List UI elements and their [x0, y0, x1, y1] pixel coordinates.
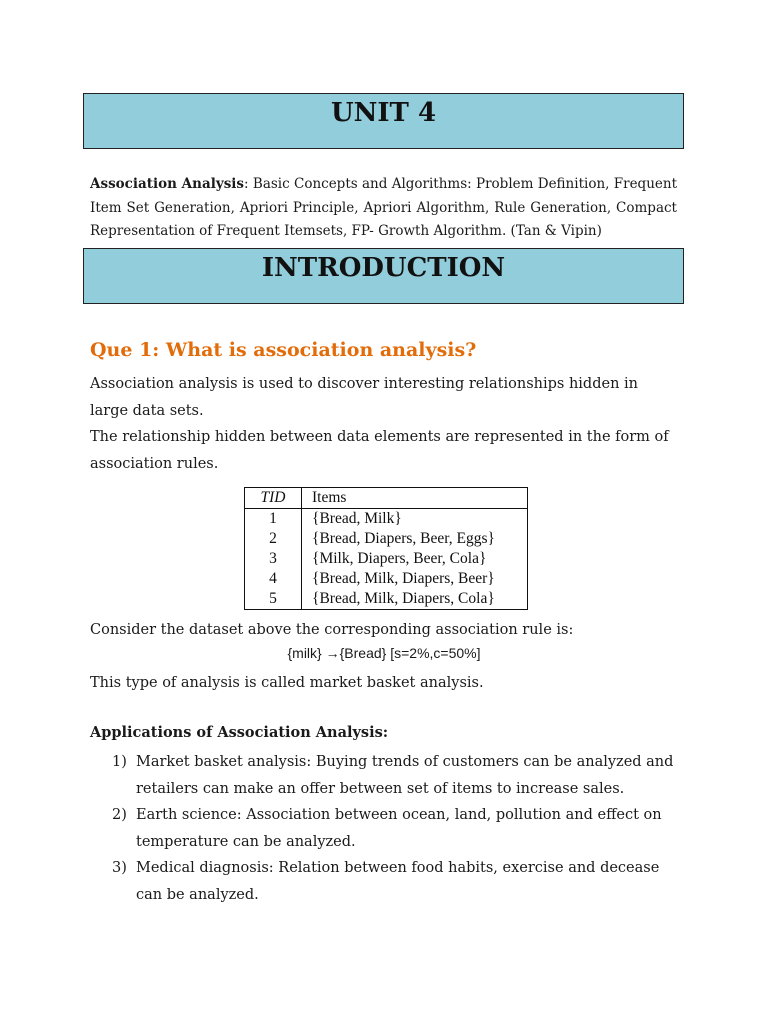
table-cell-tid: 2: [245, 529, 302, 549]
unit-title: UNIT 4: [330, 98, 437, 128]
applications-list: [112, 749, 682, 908]
list-item-number: 2): [112, 807, 127, 823]
list-item-text: Medical diagnosis: Relation between food habits, exercise and decease can be analyzed.: [136, 860, 660, 903]
arrow-right-icon: →: [325, 645, 340, 661]
table-cell-tid: 3: [245, 549, 302, 569]
table-cell-items: {Bread, Milk, Diapers, Cola}: [312, 590, 495, 607]
transaction-table: [244, 487, 528, 610]
table-cell-items: {Bread, Diapers, Beer, Eggs}: [312, 530, 495, 547]
table-cell-items: {Bread, Milk, Diapers, Beer}: [312, 570, 495, 587]
applications-heading: Applications of Association Analysis:: [90, 724, 389, 741]
list-item-text: Earth science: Association between ocean, land, pollution and effect on temperature can be analyzed.: [136, 807, 662, 850]
paragraph-definition: Association analysis is used to discover interesting relationships hidden in large data sets.: [90, 376, 638, 419]
introduction-banner: [83, 248, 684, 304]
question-heading: Que 1: What is association analysis?: [90, 339, 477, 361]
introduction-title: INTRODUCTION: [261, 253, 506, 283]
table-cell-items: {Bread, Milk}: [312, 510, 402, 527]
association-rule: [0, 645, 768, 661]
table-row: [245, 549, 528, 569]
table-row: [245, 589, 528, 610]
table-cell-tid: 1: [245, 509, 302, 530]
table-header-tid: TID: [245, 488, 302, 509]
list-item-text: Market basket analysis: Buying trends of customers can be analyzed and retailers can make an offer between set of items to increase sales.: [136, 754, 674, 797]
table-cell-tid: 4: [245, 569, 302, 589]
table-cell-tid: 5: [245, 589, 302, 610]
table-row: [245, 529, 528, 549]
table-row: [245, 509, 528, 530]
list-item-number: 1): [112, 754, 127, 770]
rule-consequent: {Bread}: [339, 645, 387, 661]
syllabus-text: : Basic Concepts and Algorithms: Problem Definition, Frequent Item Set Generation, Apriori Principle, Apriori Algorithm, Rule Generation, Compact Representation of Frequent Itemsets, FP- Growth Algorithm. (Tan & Vipin): [90, 176, 677, 239]
unit-banner: [83, 93, 684, 149]
paragraph-market-basket: This type of analysis is called market basket analysis.: [90, 675, 484, 691]
rule-antecedent: {milk}: [287, 645, 322, 661]
table-cell-items: {Milk, Diapers, Beer, Cola}: [312, 550, 487, 567]
table-header-row: [245, 488, 528, 509]
paragraph-consider: Consider the dataset above the corresponding association rule is:: [90, 622, 574, 638]
paragraph-relationship: The relationship hidden between data elements are represented in the form of association rules.: [90, 429, 669, 472]
rule-params: [s=2%,c=50%]: [390, 645, 481, 661]
table-row: [245, 569, 528, 589]
syllabus-label: Association Analysis: [90, 176, 245, 192]
list-item-number: 3): [112, 860, 127, 876]
syllabus-paragraph: [90, 173, 677, 244]
list-item: [112, 749, 682, 802]
list-item: [112, 802, 682, 855]
table-header-items: Items: [312, 489, 347, 506]
list-item: [112, 855, 682, 908]
